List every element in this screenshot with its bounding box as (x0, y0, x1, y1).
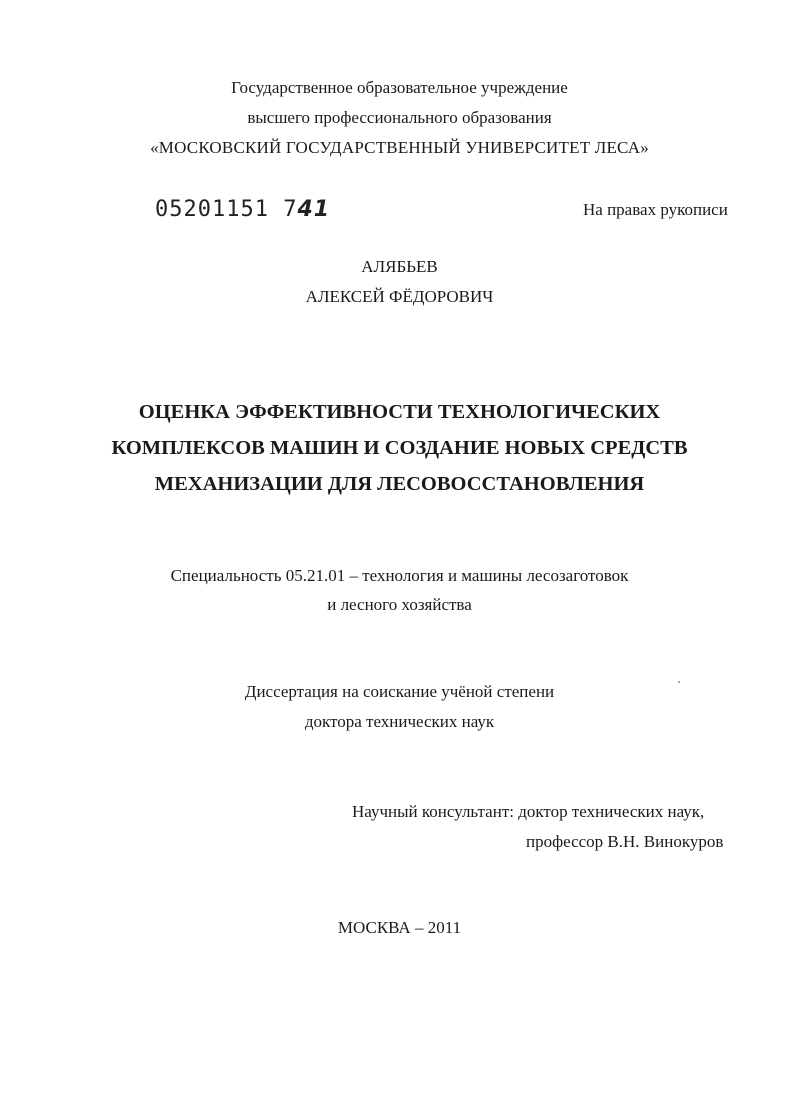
thesis-title-line-3: МЕХАНИЗАЦИИ ДЛЯ ЛЕСОВОССТАНОВЛЕНИЯ (154, 473, 645, 495)
institution-line-2: высшего профессионального образования (247, 108, 552, 127)
registration-code (155, 196, 330, 224)
degree-line-2: доктора технических наук (304, 712, 495, 731)
advisor-line-2: профессор В.Н. Винокуров (526, 832, 724, 851)
specialty-line-2: и лесного хозяйства (327, 595, 472, 614)
author-given-names: АЛЕКСЕЙ ФЁДОРОВИЧ (305, 287, 494, 306)
author-surname: АЛЯБЬЕВ (361, 257, 438, 276)
registration-code-printed: 05201151 7 (155, 197, 298, 222)
university-name: «МОСКОВСКИЙ ГОСУДАРСТВЕННЫЙ УНИВЕРСИТЕТ ЛЕСА» (150, 138, 649, 157)
specialty-line-1: Специальность 05.21.01 – технология и машины лесозаготовок (170, 566, 629, 585)
institution-line-1: Государственное образовательное учреждение (231, 78, 568, 97)
manuscript-rights-note: На правах рукописи (583, 200, 728, 219)
city-year: МОСКВА – 2011 (337, 918, 462, 937)
thesis-title-line-2: КОМПЛЕКСОВ МАШИН И СОЗДАНИЕ НОВЫХ СРЕДСТВ (111, 437, 688, 459)
advisor-line-1: Научный консультант: доктор технических наук, (352, 802, 705, 821)
registration-code-handwritten: 41 (297, 197, 331, 222)
degree-line-1: Диссертация на соискание учёной степени (244, 682, 555, 701)
thesis-title-line-1: ОЦЕНКА ЭФФЕКТИВНОСТИ ТЕХНОЛОГИЧЕСКИХ (138, 401, 661, 423)
